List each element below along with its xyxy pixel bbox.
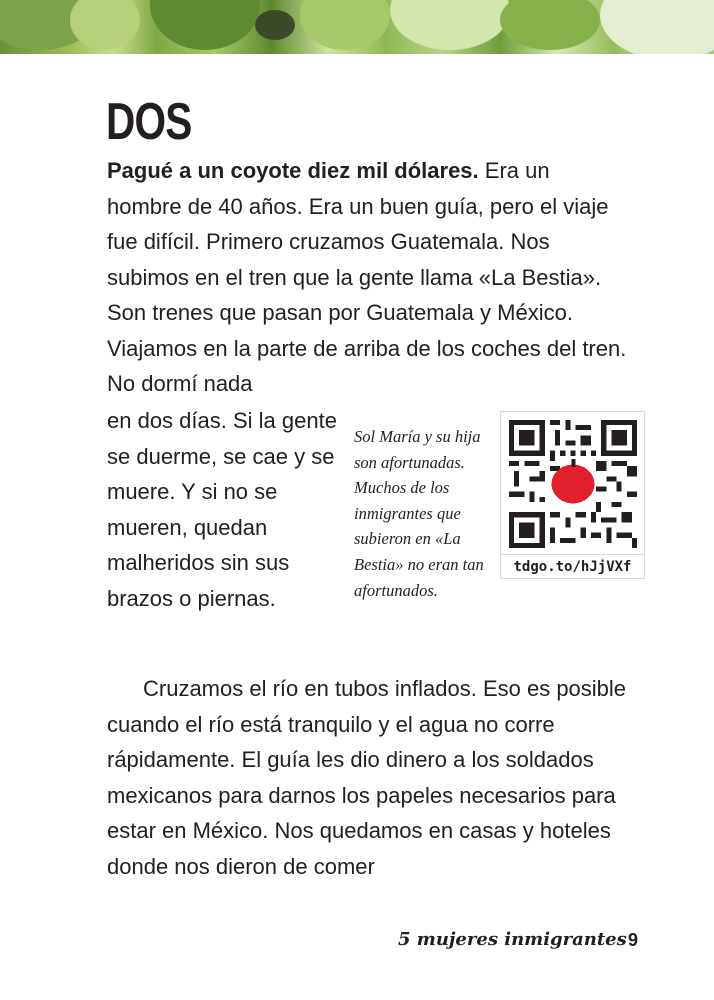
photo-caption: Sol María y su hija son afortunadas. Muchos de los inmigrantes que subieron en «La Bestia» no eran tan afortunados. [354,427,484,600]
running-footer-book-title: 5 mujeres inmigrantes [398,929,627,950]
paragraph-1-text: Era un hombre de 40 años. Era un buen guía, pero el viaje fue difícil. Primero cruzamos Guatemala. Nos subimos en el tren que la gente llama «La Bestia». Son trenes que pasan por Guatemala y México. Viajamos en la parte de arriba de los coches del tren. No dormí nada [107,158,627,396]
qr-code-icon [509,420,637,548]
paragraph-1 [107,153,627,402]
qr-url-label[interactable]: tdgo.to/hJjVXf [501,554,644,578]
lead-sentence: Pagué a un coyote diez mil dólares. [107,158,479,183]
paragraph-1-continued: en dos días. Si la gente se duerme, se cae y se muere. Y si no se mueren, quedan malheridos sin sus brazos o piernas. [107,408,337,611]
qr-code-link[interactable] [500,411,645,579]
paragraph-2: Cruzamos el río en tubos inflados. Eso es posible cuando el río está tranquilo y el agua no corre rápidamente. El guía les dio dinero a los soldados mexicanos para darnos los papeles necesarios para estar en México. Nos quedamos en casas y hoteles donde nos dieron de comer [107,676,627,879]
banana-leaf-banner [0,0,714,54]
chapter-title: DOS [106,93,192,151]
page-number: 9 [628,930,639,950]
